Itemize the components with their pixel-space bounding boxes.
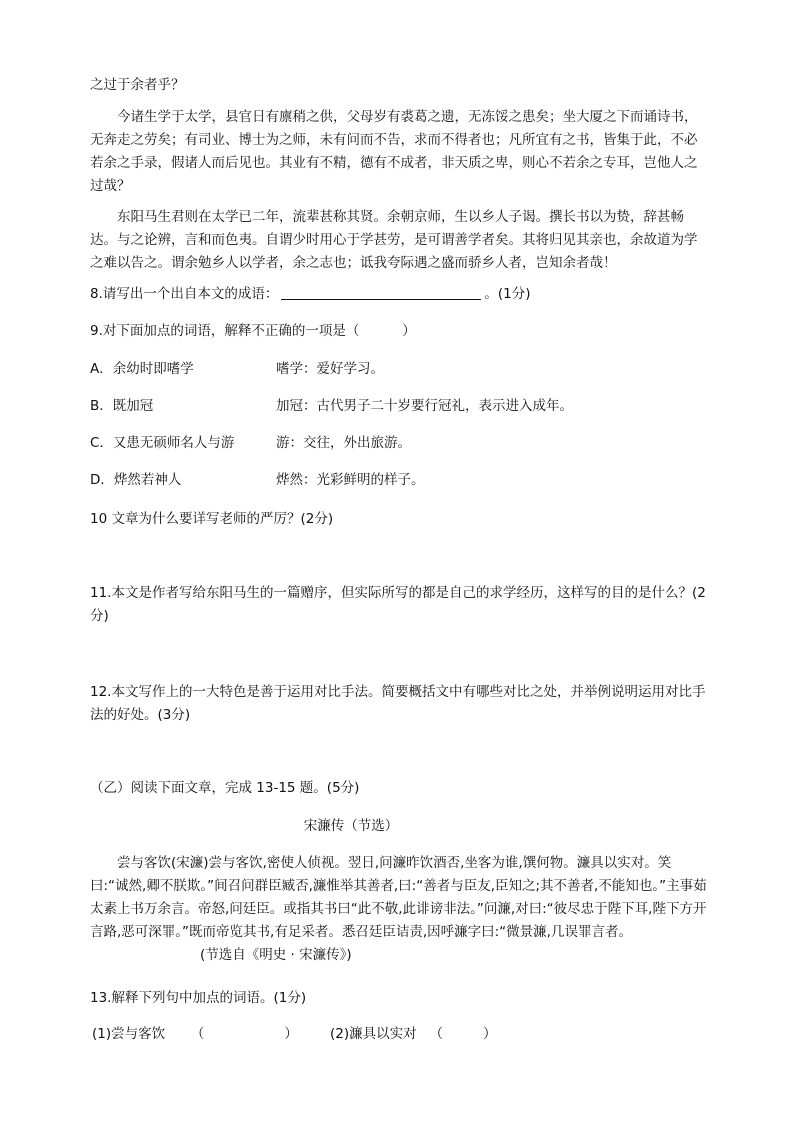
option-b-gloss: 加冠：古代男子二十岁要行冠礼，表示进入成年。 <box>276 398 573 414</box>
option-d-gloss: 烨然：光彩鲜明的样子。 <box>276 472 425 488</box>
option-b-sentence: B．既加冠 <box>90 398 154 414</box>
question-13: 13.解释下列句中加点的词语。(1分) <box>90 990 307 1006</box>
question-8-score: 。(1分) <box>484 286 531 302</box>
answer-blank[interactable] <box>281 285 481 300</box>
passage-b-intro: （乙）阅读下面文章，完成 13-15 题。(5分) <box>90 780 360 796</box>
question-10: 10 文章为什么要详写老师的严厉？(2分) <box>90 511 334 527</box>
question-13-item-1 <box>92 1023 298 1045</box>
option-a-sentence: A．余幼时即嗜学 <box>90 361 194 377</box>
question-8 <box>90 283 531 306</box>
passage-a-paragraph-1 <box>90 106 708 198</box>
question-11 <box>90 582 708 628</box>
option-c-sentence: C．又患无硕师名人与游 <box>90 435 235 451</box>
option-d-sentence: D．烨然若神人 <box>90 472 182 488</box>
paragraph-text: 东阳马生君则在太学已二年，流辈甚称其贤。余朝京师，生以乡人子谒。撰长书以为贽，辞甚畅达。与之论辨，言和而色夷。自谓少时用心于学甚劳，是可谓善学者矣。其将归见其亲也，余故道为学之难以告之。谓余勉乡人以学者，余之志也；诋我夸际遇之盛而骄乡人者，岂知余者哉！ <box>90 209 698 271</box>
passage-b-source: (节选自《明史 · 宋濂传》) <box>200 947 352 963</box>
passage-b-text: 尝与客饮(宋濂)尝与客饮,密使人侦视。翌日,问濂昨饮酒否,坐客为谁,馔何物。濂具以实对。笑曰:“诚然,卿不朕欺。”间召问群臣臧否,濂惟举其善者,曰:“善者与臣友,臣知之;其不善者,不能知也。”主事茹太素上书万余言。帝怒,问廷臣。或指其书曰“此不敬,此诽谤非法。”问濂,对曰:“彼尽忠于陛下耳,陛下方开言路,恶可深罪。”既而帝览其书,有足采者。悉召廷臣诘责,因呼濂字曰:“微景濂,几误罪言者。 <box>90 855 707 940</box>
passage-b-body <box>90 852 708 967</box>
paren-close: ） <box>284 1026 298 1042</box>
question-9: 9.对下面加点的词语，解释不正确的一项是（ ） <box>90 323 416 339</box>
option-a-gloss: 嗜学：爱好学习。 <box>276 361 384 377</box>
paren-open: （ <box>190 1026 205 1042</box>
passage-a-fragment: 之过于余者乎？ <box>90 77 185 93</box>
item-2-sentence: (2)濂具以实对 <box>330 1026 417 1042</box>
question-13-item-2 <box>330 1023 497 1045</box>
passage-b-title-text: 宋濂传（节选） <box>303 818 399 834</box>
paren-open: （ <box>429 1026 443 1042</box>
option-c-gloss: 游：交往，外出旅游。 <box>276 435 411 451</box>
paragraph-text: 今诸生学于太学，县官日有廪稍之供，父母岁有裘葛之遗，无冻馁之患矣；坐大厦之下而诵诗书，无奔走之劳矣；有司业、博士为之师，未有问而不告，求而不得者也；凡所宜有之书，皆集于此，不必若余之手录，假诸人而后见也。其业有不精，德有不成者，非天质之卑，则心不若余之专耳，岂他人之过哉？ <box>90 109 698 194</box>
paren-close: ） <box>483 1026 497 1042</box>
passage-a-paragraph-2 <box>90 206 708 275</box>
question-11-text: 11.本文是作者写给东阳马生的一篇赠序，但实际所写的都是自己的求学经历，这样写的目的是什么？(2分) <box>90 585 706 624</box>
passage-b-title <box>0 815 794 837</box>
question-12 <box>90 681 708 727</box>
item-1-sentence: (1)尝与客饮 <box>92 1026 166 1042</box>
question-12-text: 12.本文写作上的一大特色是善于运用对比手法。简要概括文中有哪些对比之处，并举例说明运用对比手法的好处。(3分) <box>90 684 706 723</box>
question-8-text: 8.请写出一个出自本文的成语： <box>90 286 279 302</box>
